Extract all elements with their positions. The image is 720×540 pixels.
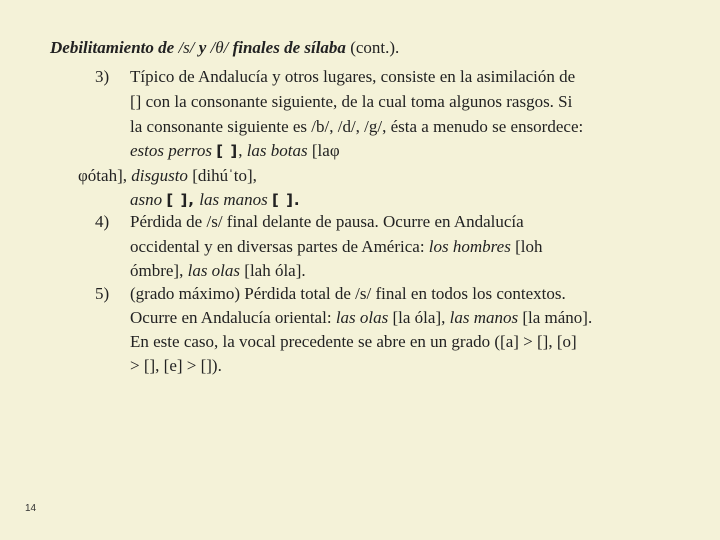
item-number: 4) bbox=[95, 212, 110, 231]
slide-heading bbox=[50, 38, 399, 58]
item-text-line bbox=[130, 237, 542, 257]
phonetic-symbols: [ ], bbox=[166, 191, 196, 209]
item-text: Ocurre en Andalucía oriental: bbox=[130, 308, 332, 327]
item-number: 3) bbox=[95, 67, 110, 86]
example-word: disgusto bbox=[131, 166, 188, 185]
item-text-line: (grado máximo) Pérdida total de /s/ final en todos los contextos. bbox=[130, 284, 566, 303]
item-text-line: > [], [e] > []). bbox=[130, 356, 222, 375]
phonetic-transcription: [laφ bbox=[311, 141, 340, 160]
phonetic-transcription: [dihúˈto], bbox=[192, 166, 257, 185]
item-text-line bbox=[130, 261, 306, 281]
item-text-line: [] con la consonante siguiente, de la cual toma algunos rasgos. Si bbox=[130, 92, 573, 111]
phonetic-transcription: [la máno]. bbox=[522, 308, 593, 327]
heading-title-end: finales de sílaba bbox=[232, 38, 346, 57]
example-word: estos perros bbox=[130, 141, 213, 160]
item-number: 5) bbox=[95, 284, 110, 303]
heading-cont: (cont.). bbox=[350, 38, 400, 57]
example-word: los hombres bbox=[428, 237, 511, 256]
heading-phoneme-s: /s/ bbox=[178, 38, 195, 57]
example-line bbox=[130, 190, 301, 210]
item-text-line: En este caso, la vocal precedente se abre en un grado ([a] > [], [o] bbox=[130, 332, 577, 351]
example-word: las olas bbox=[187, 261, 241, 280]
example-word: asno bbox=[130, 190, 163, 209]
example-word: las botas bbox=[246, 141, 308, 160]
item-text-line: Pérdida de /s/ final delante de pausa. Ocurre en Andalucía bbox=[130, 212, 524, 231]
heading-conj: y bbox=[198, 38, 207, 57]
phonetic-transcription: [loh bbox=[515, 237, 543, 256]
phonetic-transcription: [lah óla]. bbox=[244, 261, 306, 280]
item-text: ómbre], bbox=[130, 261, 184, 280]
example-word: las manos bbox=[199, 190, 268, 209]
example-word: las manos bbox=[449, 308, 519, 327]
item-text: occidental y en diversas partes de América: bbox=[130, 237, 425, 256]
item-text-line: Típico de Andalucía y otros lugares, consiste en la asimilación de bbox=[130, 67, 576, 86]
item-text-line: la consonante siguiente es /b/, /d/, /g/, ésta a menudo se ensordece: bbox=[130, 117, 584, 136]
phonetic-symbols: [ ]. bbox=[272, 191, 301, 209]
item-text-line bbox=[130, 308, 592, 328]
phonetic-transcription: φótah], bbox=[78, 166, 127, 185]
example-line bbox=[78, 166, 257, 186]
example-word: las olas bbox=[335, 308, 389, 327]
heading-title: Debilitamiento de bbox=[50, 38, 175, 57]
phonetic-symbols: [ ] bbox=[216, 142, 239, 160]
phonetic-transcription: [la óla], bbox=[392, 308, 446, 327]
example-line: estos perros [ ], las botas [laφ bbox=[130, 141, 340, 160]
heading-phoneme-theta: /θ/ bbox=[210, 38, 229, 57]
page-number: 14 bbox=[25, 503, 37, 514]
